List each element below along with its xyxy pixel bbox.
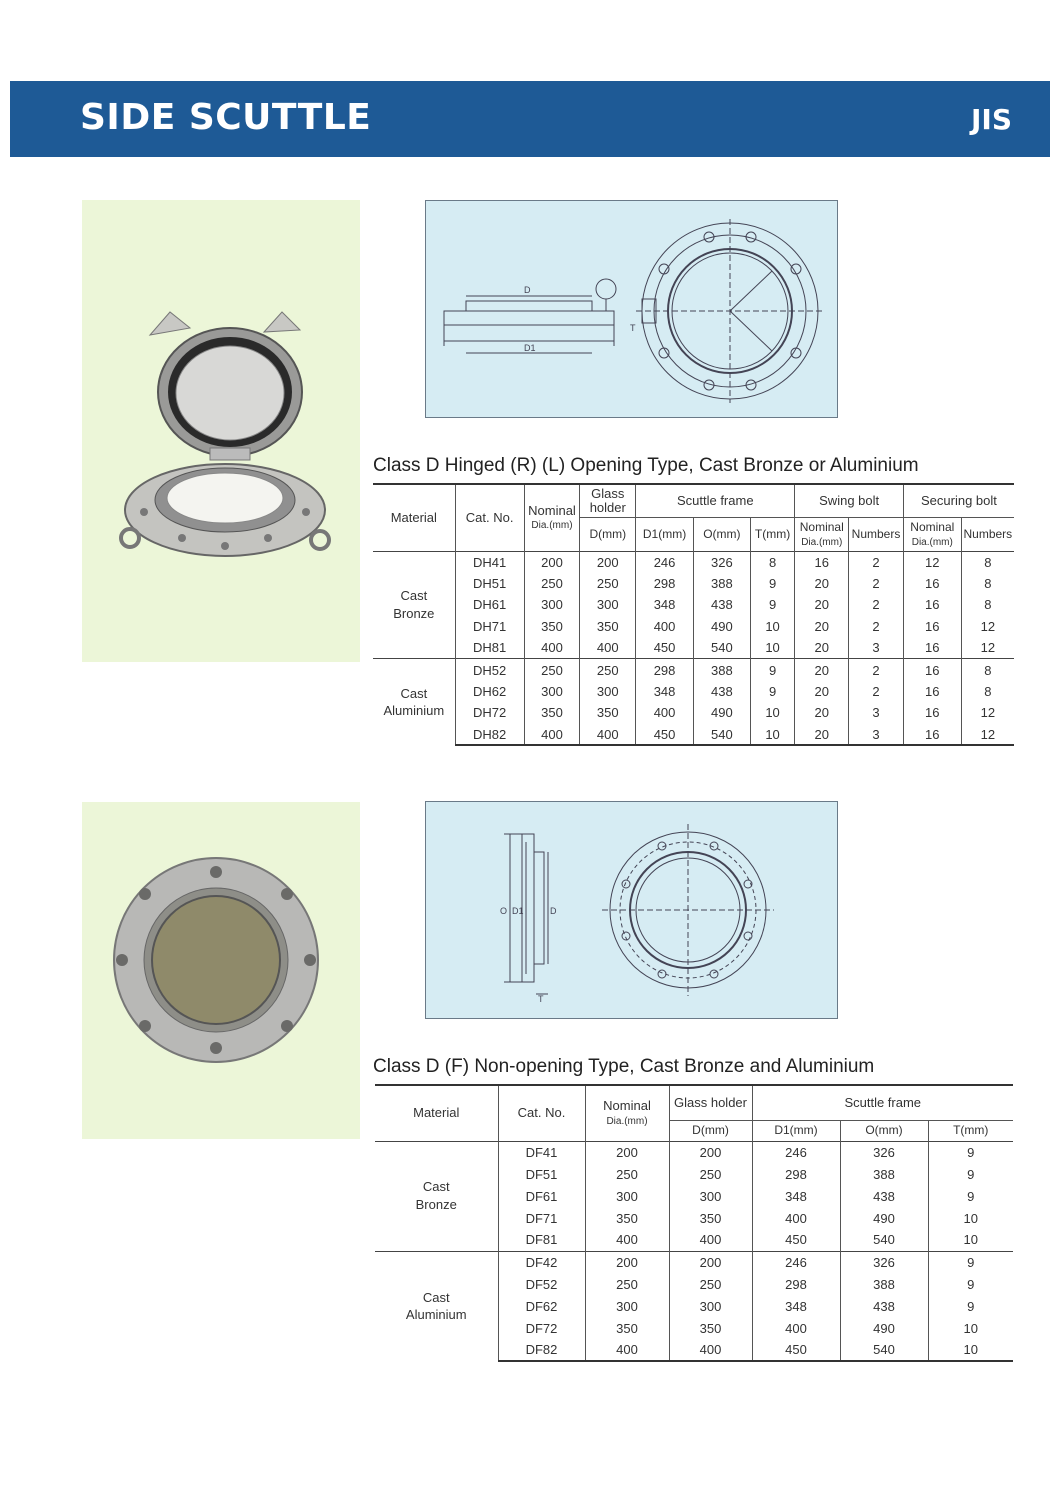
header-d: D(mm) xyxy=(580,517,636,551)
glass-holder-d-cell: 300 xyxy=(580,681,636,703)
frame-t-cell: 9 xyxy=(928,1251,1013,1273)
cat-no-cell: DF82 xyxy=(498,1339,585,1361)
frame-t-cell: 10 xyxy=(928,1317,1013,1339)
t2-header-nominal-dia xyxy=(585,1085,669,1141)
glass-holder-d-cell: 200 xyxy=(669,1251,752,1273)
header-nominal-unit: Dia.(mm) xyxy=(531,520,573,532)
frame-o-cell: 438 xyxy=(840,1295,928,1317)
securing-bolt-numbers-cell: 12 xyxy=(961,637,1014,659)
header-cat-no: Cat. No. xyxy=(455,484,524,551)
swing-bolt-dia-cell: 20 xyxy=(795,702,849,724)
frame-t-cell: 9 xyxy=(928,1141,1013,1163)
nominal-dia-cell: 300 xyxy=(585,1185,669,1207)
frame-t-cell: 8 xyxy=(750,551,795,573)
page-title: SIDE SCUTTLE xyxy=(80,97,372,138)
nominal-dia-cell: 350 xyxy=(585,1317,669,1339)
frame-d1-cell: 348 xyxy=(636,594,694,616)
table-row xyxy=(373,637,1014,659)
frame-t-cell: 10 xyxy=(750,724,795,746)
header-securing-numbers: Numbers xyxy=(961,517,1014,551)
standard-label: JIS xyxy=(970,103,1012,136)
t2-header-d1: D1(mm) xyxy=(752,1120,840,1141)
dimension-d-label: D xyxy=(524,285,531,295)
nominal-dia-cell: 400 xyxy=(524,637,580,659)
glass-holder-d-cell: 350 xyxy=(580,702,636,724)
securing-bolt-dia-cell: 16 xyxy=(903,702,961,724)
frame-d1-cell: 298 xyxy=(636,659,694,681)
frame-d1-cell: 400 xyxy=(636,702,694,724)
frame-t-cell: 10 xyxy=(928,1339,1013,1361)
material-line1: Cast xyxy=(400,588,428,604)
swing-bolt-dia-cell: 20 xyxy=(795,616,849,638)
fixed-scuttle-drawing xyxy=(425,801,838,1019)
frame-t-cell: 10 xyxy=(750,702,795,724)
securing-bolt-dia-cell: 16 xyxy=(903,573,961,595)
frame-t-cell: 9 xyxy=(750,659,795,681)
frame-o-cell: 388 xyxy=(693,573,750,595)
cat-no-cell: DH52 xyxy=(455,659,524,681)
glass-holder-d-cell: 250 xyxy=(580,573,636,595)
frame-d1-cell: 246 xyxy=(752,1141,840,1163)
dimension-t-label-2: T xyxy=(538,994,544,1004)
swing-bolt-dia-cell: 20 xyxy=(795,659,849,681)
frame-t-cell: 9 xyxy=(750,681,795,703)
glass-holder-d-cell: 350 xyxy=(669,1207,752,1229)
table-row xyxy=(373,573,1014,595)
table-row xyxy=(373,616,1014,638)
securing-bolt-numbers-cell: 8 xyxy=(961,551,1014,573)
frame-t-cell: 10 xyxy=(928,1229,1013,1251)
securing-bolt-dia-cell: 16 xyxy=(903,724,961,746)
frame-d1-cell: 348 xyxy=(752,1185,840,1207)
securing-bolt-numbers-cell: 8 xyxy=(961,681,1014,703)
glass-holder-d-cell: 350 xyxy=(580,616,636,638)
glass-holder-d-cell: 300 xyxy=(669,1295,752,1317)
swing-bolt-dia-cell: 20 xyxy=(795,594,849,616)
frame-d1-cell: 450 xyxy=(636,724,694,746)
hinged-scuttle-technical-drawing xyxy=(426,201,837,417)
glass-holder-d-cell: 300 xyxy=(580,594,636,616)
glass-holder-d-cell: 250 xyxy=(669,1273,752,1295)
frame-t-cell: 10 xyxy=(750,616,795,638)
swing-bolt-numbers-cell: 2 xyxy=(849,573,904,595)
frame-d1-cell: 400 xyxy=(752,1317,840,1339)
header-securing-nominal-text: Nominal xyxy=(910,519,955,534)
frame-o-cell: 388 xyxy=(693,659,750,681)
material-cell xyxy=(375,1141,498,1251)
frame-t-cell: 9 xyxy=(928,1295,1013,1317)
securing-bolt-numbers-cell: 12 xyxy=(961,724,1014,746)
hinged-scuttle-drawing xyxy=(425,200,838,418)
frame-o-cell: 388 xyxy=(840,1163,928,1185)
table-row xyxy=(373,702,1014,724)
hinged-spec-table xyxy=(373,483,1014,746)
material-line2: Bronze xyxy=(393,605,435,621)
swing-bolt-numbers-cell: 2 xyxy=(849,616,904,638)
cat-no-cell: DH61 xyxy=(455,594,524,616)
table-row xyxy=(373,594,1014,616)
header-swing-nominal xyxy=(795,517,849,551)
frame-t-cell: 9 xyxy=(750,573,795,595)
material-cell xyxy=(373,659,455,745)
frame-o-cell: 326 xyxy=(840,1251,928,1273)
dimension-o-label: O xyxy=(500,906,508,916)
securing-bolt-numbers-cell: 12 xyxy=(961,616,1014,638)
header-swing-bolt: Swing bolt xyxy=(795,484,904,517)
cat-no-cell: DH41 xyxy=(455,551,524,573)
frame-d1-cell: 450 xyxy=(752,1229,840,1251)
swing-bolt-numbers-cell: 2 xyxy=(849,551,904,573)
material-cell xyxy=(373,551,455,659)
nominal-dia-cell: 200 xyxy=(585,1141,669,1163)
frame-t-cell: 9 xyxy=(928,1163,1013,1185)
header-nominal-dia xyxy=(524,484,580,551)
header-banner xyxy=(10,81,1050,157)
nominal-dia-cell: 250 xyxy=(585,1163,669,1185)
frame-o-cell: 490 xyxy=(693,616,750,638)
frame-d1-cell: 400 xyxy=(752,1207,840,1229)
hinged-scuttle-illustration xyxy=(82,200,360,662)
material-line2: Aluminium xyxy=(383,703,445,719)
table-row xyxy=(373,551,1014,573)
glass-holder-d-cell: 400 xyxy=(580,637,636,659)
cat-no-cell: DH81 xyxy=(455,637,524,659)
nominal-dia-cell: 300 xyxy=(585,1295,669,1317)
nominal-dia-cell: 250 xyxy=(524,573,580,595)
securing-bolt-dia-cell: 16 xyxy=(903,637,961,659)
nominal-dia-cell: 250 xyxy=(524,659,580,681)
frame-o-cell: 540 xyxy=(840,1339,928,1361)
t2-header-cat-no: Cat. No. xyxy=(498,1085,585,1141)
header-swing-numbers: Numbers xyxy=(849,517,904,551)
cat-no-cell: DF71 xyxy=(498,1207,585,1229)
securing-bolt-dia-cell: 16 xyxy=(903,594,961,616)
header-scuttle-frame: Scuttle frame xyxy=(636,484,795,517)
frame-o-cell: 388 xyxy=(840,1273,928,1295)
securing-bolt-dia-cell: 16 xyxy=(903,659,961,681)
swing-bolt-dia-cell: 20 xyxy=(795,724,849,746)
nominal-dia-cell: 200 xyxy=(524,551,580,573)
header-securing-nominal xyxy=(903,517,961,551)
t2-header-glass-holder: Glass holder xyxy=(669,1085,752,1120)
frame-o-cell: 326 xyxy=(693,551,750,573)
cat-no-cell: DF61 xyxy=(498,1185,585,1207)
table-row xyxy=(375,1251,1013,1273)
swing-bolt-numbers-cell: 2 xyxy=(849,681,904,703)
swing-bolt-numbers-cell: 3 xyxy=(849,637,904,659)
glass-holder-d-cell: 250 xyxy=(669,1163,752,1185)
table2-title: Class D (F) Non-opening Type, Cast Bronze and Aluminium xyxy=(373,1056,875,1077)
frame-o-cell: 490 xyxy=(840,1207,928,1229)
header-securing-nominal-unit: Dia.(mm) xyxy=(911,536,953,548)
swing-bolt-dia-cell: 20 xyxy=(795,637,849,659)
table-row xyxy=(373,659,1014,681)
frame-d1-cell: 348 xyxy=(752,1295,840,1317)
t2-header-nominal-unit: Dia.(mm) xyxy=(606,1115,648,1127)
swing-bolt-numbers-cell: 2 xyxy=(849,659,904,681)
nominal-dia-cell: 400 xyxy=(585,1229,669,1251)
cat-no-cell: DF52 xyxy=(498,1273,585,1295)
swing-bolt-numbers-cell: 3 xyxy=(849,702,904,724)
frame-o-cell: 326 xyxy=(840,1141,928,1163)
header-securing-bolt: Securing bolt xyxy=(903,484,1014,517)
nominal-dia-cell: 350 xyxy=(524,702,580,724)
fixed-scuttle-photo xyxy=(82,802,360,1139)
dimension-d1-label: D1 xyxy=(524,343,536,353)
dimension-t-label: T xyxy=(630,323,636,333)
nominal-dia-cell: 350 xyxy=(585,1207,669,1229)
frame-o-cell: 490 xyxy=(840,1317,928,1339)
nominal-dia-cell: 350 xyxy=(524,616,580,638)
material-line1: Cast xyxy=(422,1179,450,1195)
glass-holder-d-cell: 400 xyxy=(669,1339,752,1361)
frame-t-cell: 9 xyxy=(928,1273,1013,1295)
t2-header-d: D(mm) xyxy=(669,1120,752,1141)
t2-header-nominal-text: Nominal xyxy=(603,1098,651,1114)
frame-t-cell: 9 xyxy=(928,1185,1013,1207)
securing-bolt-dia-cell: 16 xyxy=(903,681,961,703)
frame-d1-cell: 298 xyxy=(752,1163,840,1185)
dimension-d-label-2: D xyxy=(550,906,557,916)
table-row xyxy=(373,681,1014,703)
cat-no-cell: DF72 xyxy=(498,1317,585,1339)
nominal-dia-cell: 250 xyxy=(585,1273,669,1295)
frame-d1-cell: 246 xyxy=(752,1251,840,1273)
t2-header-scuttle-frame: Scuttle frame xyxy=(752,1085,1013,1120)
material-line1: Cast xyxy=(400,685,428,701)
swing-bolt-dia-cell: 20 xyxy=(795,573,849,595)
header-swing-nominal-text: Nominal xyxy=(799,519,844,534)
table-row xyxy=(375,1141,1013,1163)
glass-holder-d-cell: 300 xyxy=(669,1185,752,1207)
frame-o-cell: 540 xyxy=(693,724,750,746)
cat-no-cell: DH51 xyxy=(455,573,524,595)
frame-t-cell: 10 xyxy=(750,637,795,659)
dimension-d1-label-2: D1 xyxy=(512,906,524,916)
t2-header-material: Material xyxy=(375,1085,498,1141)
hinged-table-body xyxy=(373,551,1014,745)
material-line2: Aluminium xyxy=(405,1307,467,1323)
header-d1: D1(mm) xyxy=(636,517,694,551)
glass-holder-d-cell: 400 xyxy=(580,724,636,746)
header-nominal-text: Nominal xyxy=(528,502,576,518)
t2-header-t: T(mm) xyxy=(928,1120,1013,1141)
cat-no-cell: DH71 xyxy=(455,616,524,638)
fixed-table-body xyxy=(375,1141,1013,1361)
glass-holder-d-cell: 400 xyxy=(669,1229,752,1251)
frame-o-cell: 490 xyxy=(693,702,750,724)
cat-no-cell: DH62 xyxy=(455,681,524,703)
glass-holder-d-cell: 250 xyxy=(580,659,636,681)
cat-no-cell: DF81 xyxy=(498,1229,585,1251)
header-t: T(mm) xyxy=(750,517,795,551)
glass-holder-d-cell: 200 xyxy=(580,551,636,573)
header-material: Material xyxy=(373,484,455,551)
frame-t-cell: 10 xyxy=(928,1207,1013,1229)
frame-o-cell: 438 xyxy=(693,681,750,703)
cat-no-cell: DH72 xyxy=(455,702,524,724)
securing-bolt-numbers-cell: 8 xyxy=(961,659,1014,681)
securing-bolt-numbers-cell: 12 xyxy=(961,702,1014,724)
table-row xyxy=(373,724,1014,746)
cat-no-cell: DF62 xyxy=(498,1295,585,1317)
frame-d1-cell: 298 xyxy=(636,573,694,595)
nominal-dia-cell: 300 xyxy=(524,681,580,703)
frame-d1-cell: 450 xyxy=(636,637,694,659)
cat-no-cell: DH82 xyxy=(455,724,524,746)
frame-d1-cell: 298 xyxy=(752,1273,840,1295)
swing-bolt-numbers-cell: 3 xyxy=(849,724,904,746)
securing-bolt-dia-cell: 16 xyxy=(903,616,961,638)
glass-holder-d-cell: 350 xyxy=(669,1317,752,1339)
nominal-dia-cell: 400 xyxy=(585,1339,669,1361)
swing-bolt-dia-cell: 20 xyxy=(795,681,849,703)
frame-t-cell: 9 xyxy=(750,594,795,616)
frame-d1-cell: 450 xyxy=(752,1339,840,1361)
swing-bolt-dia-cell: 16 xyxy=(795,551,849,573)
material-line2: Bronze xyxy=(415,1197,457,1212)
material-cell xyxy=(375,1251,498,1361)
cat-no-cell: DF42 xyxy=(498,1251,585,1273)
swing-bolt-numbers-cell: 2 xyxy=(849,594,904,616)
header-o: O(mm) xyxy=(693,517,750,551)
header-glass-holder: Glass holder xyxy=(580,484,636,517)
nominal-dia-cell: 300 xyxy=(524,594,580,616)
fixed-scuttle-illustration xyxy=(82,802,360,1139)
cat-no-cell: DF41 xyxy=(498,1141,585,1163)
nominal-dia-cell: 200 xyxy=(585,1251,669,1273)
securing-bolt-numbers-cell: 8 xyxy=(961,594,1014,616)
nominal-dia-cell: 400 xyxy=(524,724,580,746)
header-swing-nominal-unit: Dia.(mm) xyxy=(801,536,843,548)
frame-o-cell: 540 xyxy=(840,1229,928,1251)
frame-d1-cell: 348 xyxy=(636,681,694,703)
frame-o-cell: 438 xyxy=(840,1185,928,1207)
frame-o-cell: 540 xyxy=(693,637,750,659)
frame-d1-cell: 246 xyxy=(636,551,694,573)
securing-bolt-dia-cell: 12 xyxy=(903,551,961,573)
cat-no-cell: DF51 xyxy=(498,1163,585,1185)
fixed-scuttle-technical-drawing xyxy=(426,802,837,1018)
securing-bolt-numbers-cell: 8 xyxy=(961,573,1014,595)
table1-title: Class D Hinged (R) (L) Opening Type, Cast Bronze or Aluminium xyxy=(373,455,919,476)
frame-o-cell: 438 xyxy=(693,594,750,616)
frame-d1-cell: 400 xyxy=(636,616,694,638)
t2-header-o: O(mm) xyxy=(840,1120,928,1141)
hinged-scuttle-photo xyxy=(82,200,360,662)
fixed-spec-table xyxy=(375,1084,1013,1362)
glass-holder-d-cell: 200 xyxy=(669,1141,752,1163)
material-line1: Cast xyxy=(422,1289,450,1305)
